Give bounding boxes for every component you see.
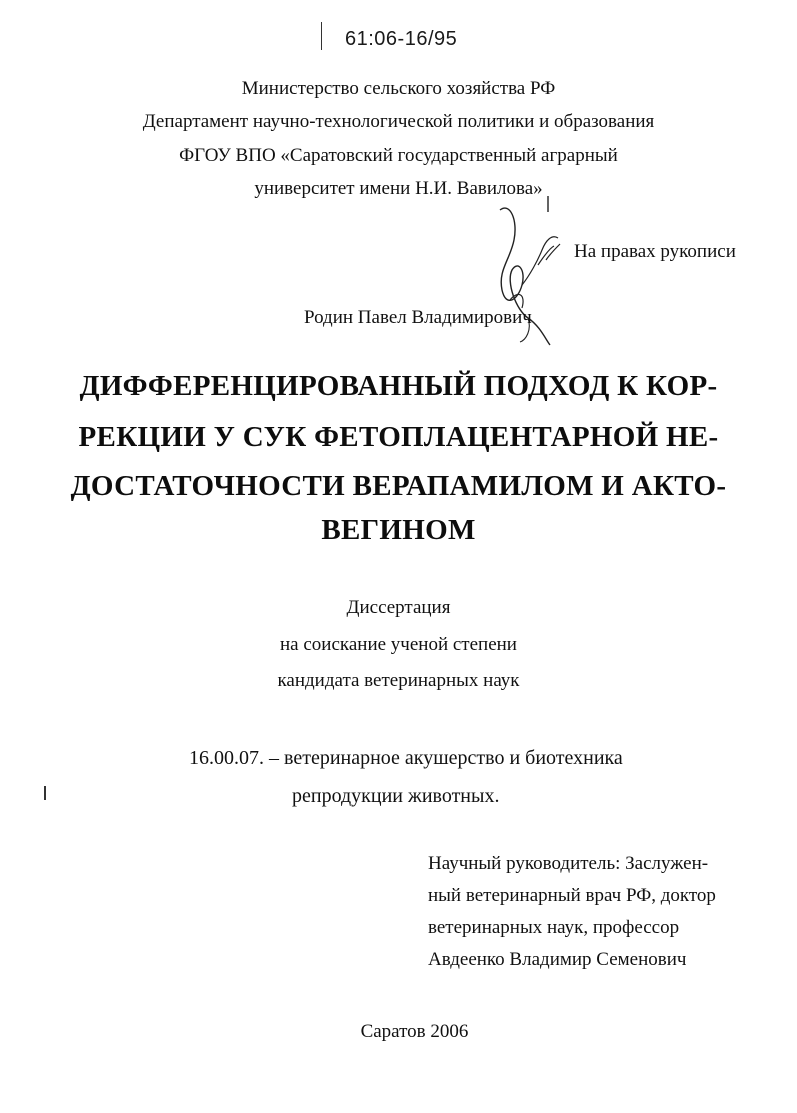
- degree-purpose: на соискание ученой степени: [280, 634, 517, 655]
- scan-mark-top: [321, 22, 322, 50]
- institution-university: ФГОУ ВПО «Саратовский государственный аграрный: [179, 145, 618, 166]
- manuscript-rights-note: На правах рукописи: [574, 241, 736, 262]
- institution-ministry: Министерство сельского хозяйства РФ: [241, 78, 556, 99]
- advisor-name: Авдеенко Владимир Семенович: [428, 949, 687, 970]
- institution-university-name: университет имени Н.И. Вавилова»: [254, 178, 543, 199]
- degree-name: кандидата ветеринарных наук: [277, 670, 520, 691]
- dissertation-title-line-3: ДОСТАТОЧНОСТИ ВЕРАПАМИЛОМ И АКТО-: [70, 470, 727, 502]
- author-name: Родин Павел Владимирович: [304, 307, 532, 328]
- city-year: Саратов 2006: [360, 1021, 469, 1042]
- advisor-line-1: Научный руководитель: Заслужен-: [428, 853, 709, 874]
- institution-department: Департамент научно-технологической политики и образования: [142, 111, 655, 132]
- dissertation-title-line-2: РЕКЦИИ У СУК ФЕТОПЛАЦЕНТАРНОЙ НЕ-: [78, 421, 719, 453]
- scan-mark-left: [44, 786, 46, 800]
- specialty-code: 16.00.07. – ветеринарное акушерство и биотехника: [189, 747, 623, 769]
- advisor-line-3: ветеринарных наук, профессор: [428, 917, 680, 938]
- advisor-line-2: ный ветеринарный врач РФ, доктор: [428, 885, 716, 906]
- degree-label: Диссертация: [346, 597, 451, 618]
- dissertation-title-line-1: ДИФФЕРЕНЦИРОВАННЫЙ ПОДХОД К КОР-: [79, 370, 718, 402]
- dissertation-title-line-4: ВЕГИНОМ: [321, 514, 476, 546]
- specialty-continuation: репродукции животных.: [292, 785, 500, 807]
- archive-code: 61:06-16/95: [345, 28, 458, 50]
